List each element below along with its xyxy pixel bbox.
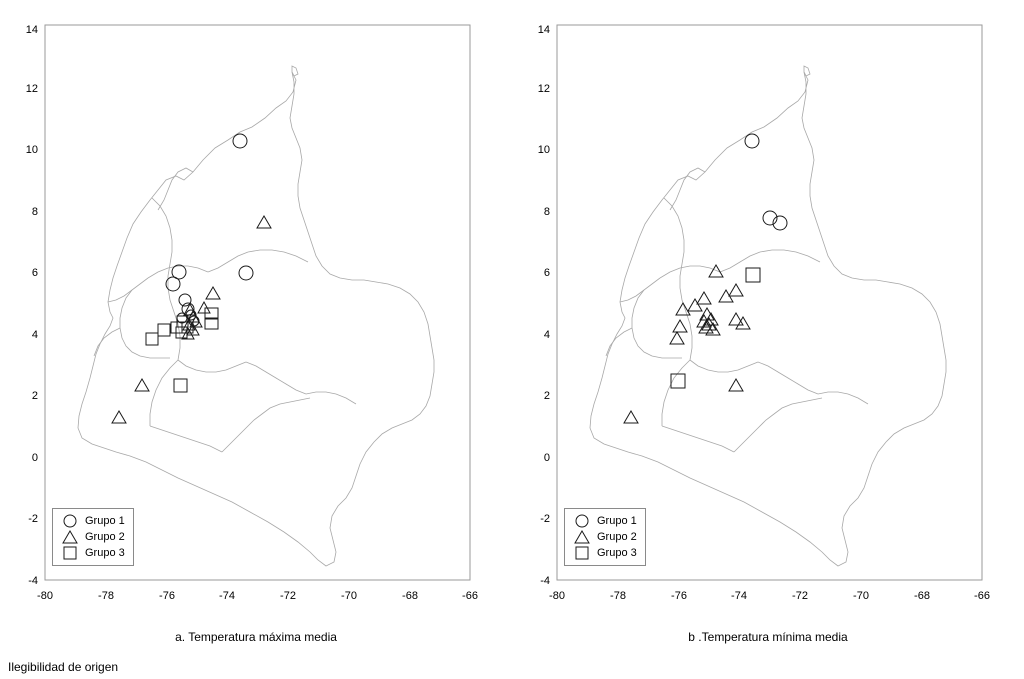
legend-item-grupo-2 — [571, 529, 637, 545]
y-axis-ticks-b — [538, 24, 550, 587]
triangle-icon — [59, 529, 81, 545]
svg-text:-74: -74 — [219, 590, 235, 602]
svg-text:-68: -68 — [914, 590, 930, 602]
svg-text:10: 10 — [537, 144, 550, 156]
square-icon — [571, 545, 593, 561]
svg-text:8: 8 — [543, 206, 550, 218]
x-axis-ticks-a — [37, 590, 478, 602]
legend-item-grupo-1 — [59, 513, 125, 529]
svg-text:6: 6 — [543, 267, 550, 279]
legend-label: Grupo 2 — [597, 530, 637, 543]
svg-text:2: 2 — [31, 390, 38, 402]
x-axis-ticks-b — [549, 590, 990, 602]
svg-text:6: 6 — [31, 267, 38, 279]
legend-b — [564, 508, 646, 566]
svg-text:10: 10 — [25, 144, 38, 156]
svg-text:-80: -80 — [37, 590, 53, 602]
svg-text:-78: -78 — [610, 590, 626, 602]
legend-label: Grupo 3 — [85, 546, 125, 559]
legend-a — [52, 508, 134, 566]
svg-text:8: 8 — [31, 206, 38, 218]
svg-text:-70: -70 — [341, 590, 357, 602]
svg-text:-66: -66 — [462, 590, 478, 602]
panel-temperatura-minima — [512, 0, 1024, 679]
axes-a — [45, 25, 470, 580]
svg-text:-74: -74 — [731, 590, 747, 602]
svg-text:14: 14 — [25, 24, 38, 36]
svg-text:0: 0 — [31, 452, 38, 464]
svg-text:-4: -4 — [540, 575, 550, 587]
svg-text:-66: -66 — [974, 590, 990, 602]
svg-text:-76: -76 — [159, 590, 175, 602]
y-axis-ticks-a — [26, 24, 38, 587]
circle-icon — [571, 513, 593, 529]
svg-text:12: 12 — [25, 83, 38, 95]
svg-text:2: 2 — [543, 390, 550, 402]
square-icon — [59, 545, 81, 561]
triangle-icon — [571, 529, 593, 545]
svg-text:-76: -76 — [671, 590, 687, 602]
axes-b — [557, 25, 982, 580]
svg-text:-4: -4 — [28, 575, 38, 587]
svg-text:-72: -72 — [792, 590, 808, 602]
legend-item-grupo-3 — [571, 545, 637, 561]
figure-footnote: Ilegibilidad de origen — [8, 660, 119, 674]
panel-b-caption: b .Temperatura mínima media — [688, 630, 848, 644]
legend-label: Grupo 3 — [597, 546, 637, 559]
panel-a-caption: a. Temperatura máxima media — [175, 630, 337, 644]
svg-text:14: 14 — [537, 24, 550, 36]
svg-text:-70: -70 — [853, 590, 869, 602]
legend-label: Grupo 2 — [85, 530, 125, 543]
svg-text:4: 4 — [31, 329, 38, 341]
legend-label: Grupo 1 — [597, 514, 637, 527]
svg-text:-80: -80 — [549, 590, 565, 602]
svg-text:-78: -78 — [98, 590, 114, 602]
svg-text:-2: -2 — [540, 513, 550, 525]
svg-text:-2: -2 — [28, 513, 38, 525]
svg-text:4: 4 — [543, 329, 550, 341]
legend-item-grupo-3 — [59, 545, 125, 561]
svg-text:-72: -72 — [280, 590, 296, 602]
svg-text:-68: -68 — [402, 590, 418, 602]
legend-item-grupo-1 — [571, 513, 637, 529]
svg-text:0: 0 — [543, 452, 550, 464]
legend-item-grupo-2 — [59, 529, 125, 545]
svg-text:12: 12 — [537, 83, 550, 95]
circle-icon — [59, 513, 81, 529]
legend-label: Grupo 1 — [85, 514, 125, 527]
